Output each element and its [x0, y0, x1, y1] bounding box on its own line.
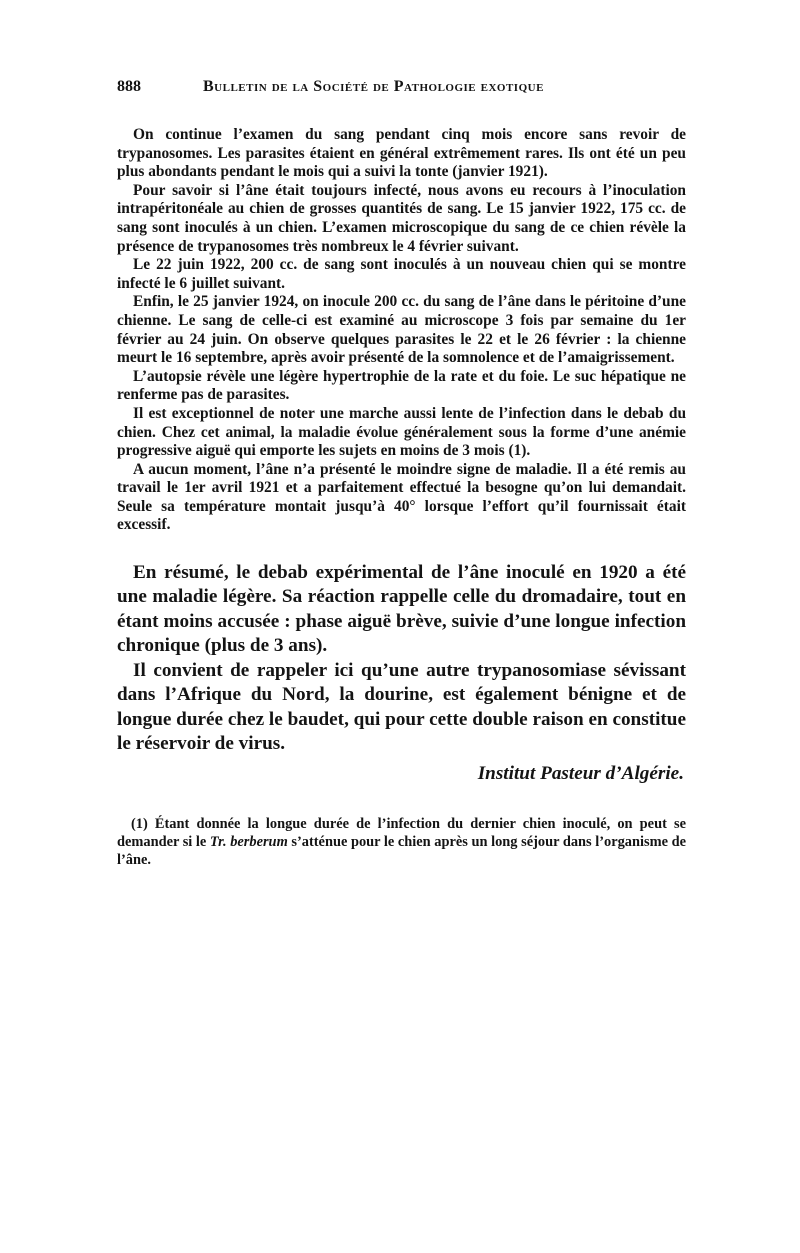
page: [117, 78, 686, 869]
page-number: 888: [117, 78, 141, 95]
footnote: [117, 816, 686, 869]
running-head: Bulletin de la Société de Pathologie exotique: [203, 78, 544, 95]
conclusion-paragraph: Il convient de rappeler ici qu’une autre trypanosomiase sévissant dans l’Afrique du Nord, la dourine, est également bénigne et de longue durée chez le baudet, qui pour cette double raison en constitue le réservoir de virus.: [117, 659, 686, 754]
footnote-text-before: (1) Étant donnée la longue durée de l’infection du dernier chien inoculé, on peut se demander si le: [117, 816, 686, 850]
conclusion-paragraph: En résumé, le debab expérimental de l’âne inoculé en 1920 a été une maladie légère. Sa réaction rappelle celle du dromadaire, tout en étant moins accusée : phase aiguë brève, suivie d’une longue infection chronique (plus de 3 ans).: [117, 562, 686, 657]
conclusion-text: [117, 561, 686, 756]
paragraph: Il est exceptionnel de noter une marche aussi lente de l’infection dans le debab du chien. Chez cet animal, la maladie évolue généralement sous la forme d’une anémie progressive aiguë qui emporte les sujets en moins de 3 mois (1).: [117, 404, 686, 460]
paragraph: L’autopsie révèle une légère hypertrophie de la rate et du foie. Le suc hépatique ne renferme pas de parasites.: [117, 367, 686, 404]
footnote-text: [117, 816, 686, 869]
paragraph: On continue l’examen du sang pendant cinq mois encore sans revoir de trypanosomes. Les parasites étaient en général extrêmement rares. Ils ont été un peu plus abondants pendant le mois qui a suivi la tonte (janvier 1921).: [117, 126, 686, 181]
footnote-text-after: s’atténue pour le chien après un long séjour dans l’organisme de l’âne.: [117, 833, 686, 868]
body-text-small: [117, 126, 686, 535]
paragraph: A aucun moment, l’âne n’a présenté le moindre signe de maladie. Il a été remis au travail le 1er avril 1921 et a parfaitement effectué la besogne qu’on lui demandait. Seule sa température montait jusqu’à 40° lorsque l’effort qu’il fournissait était excessif.: [117, 460, 686, 534]
institution-signature: Institut Pasteur d’Algérie.: [477, 763, 684, 785]
paragraph: Enfin, le 25 janvier 1924, on inocule 200 cc. du sang de l’âne dans le péritoine d’une chienne. Le sang de celle-ci est examiné au microscope 3 fois par semaine du 1er février au 24 juin. On observe quelques parasites le 22 et le 26 février : la chienne meurt le 16 septembre, après avoir présenté de la somnolence et de l’amaigrissement.: [117, 293, 686, 367]
paragraph: Le 22 juin 1922, 200 cc. de sang sont inoculés à un nouveau chien qui se montre infecté le 6 juillet suivant.: [117, 256, 686, 292]
page-header: [117, 78, 686, 96]
paragraph: Pour savoir si l’âne était toujours infecté, nous avons eu recours à l’inoculation intrapéritonéale au chien de grosses quantités de sang. Le 15 janvier 1922, 175 cc. de sang sont inoculés à un chien. L’examen microscopique du sang de ce chien révèle la présence de trypanosomes très nombreux le 4 février suivant.: [117, 181, 686, 255]
footnote-species: Tr. berberum: [209, 833, 288, 850]
